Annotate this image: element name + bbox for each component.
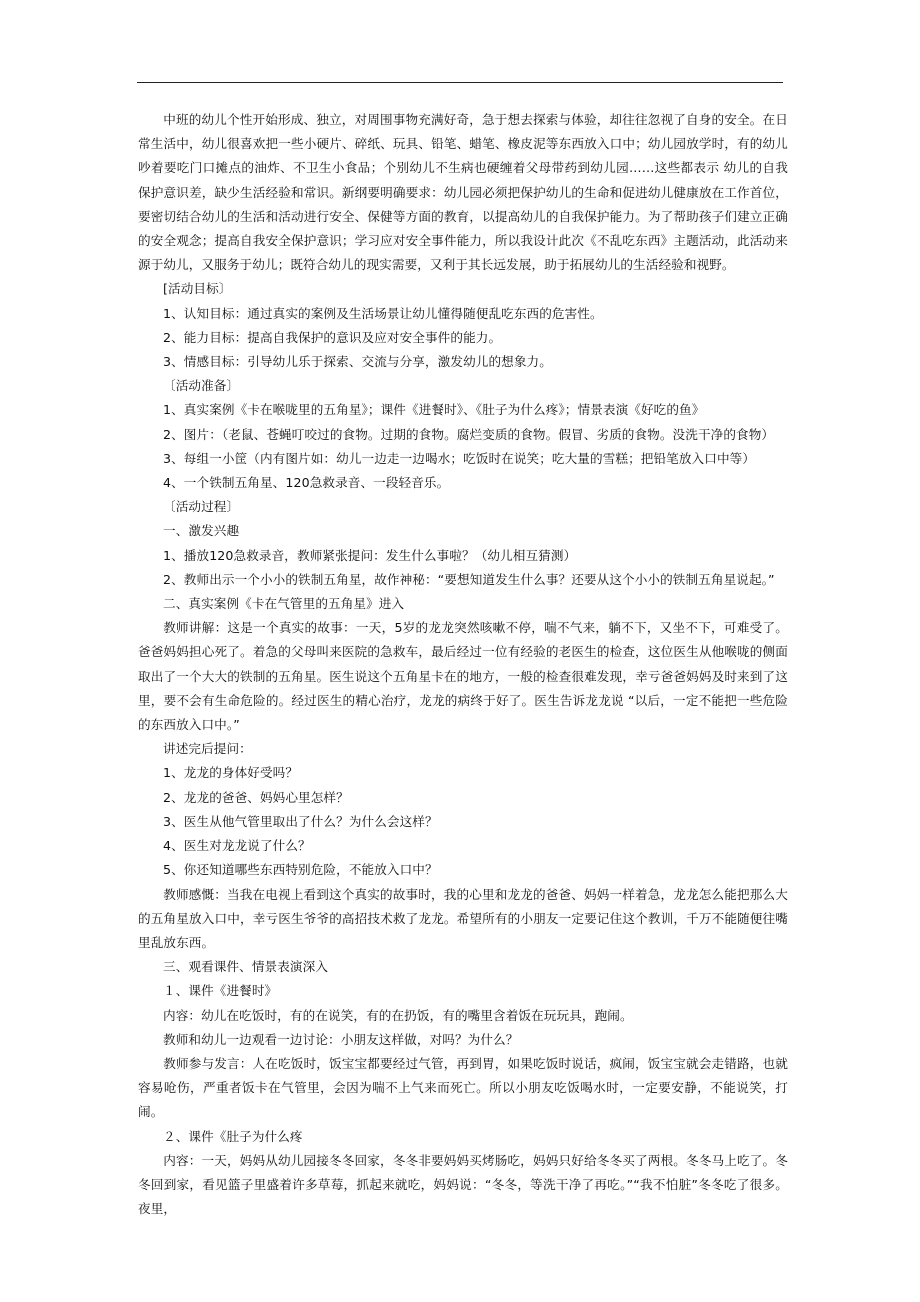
story-paragraph: 教师讲解：这是一个真实的故事：一天，5岁的龙龙突然咳嗽不停，喘不气来，躺不下，又坐不下，可难受了。爸爸妈妈担心死了。着急的父母叫来医院的急救车，最后经过一位有经验的老医生的检查，这位医生从他喉咙的侧面取出了一个大大的铁制的五角星。医生说这个五角星卡在的地方，一般的检查很难发现，幸亏爸爸妈妈及时来到了这里，要不会有生命危险的。经过医生的精心治疗，龙龙的病终于好了。医生告诉龙龙说 “以后，一定不能把一些危险的东西放入口中。” (138, 620, 788, 733)
list-item: 内容：幼儿在吃饭时，有的在说笑，有的在扔饭，有的嘴里含着饭在玩玩具，跑闹。 (163, 1007, 633, 1023)
list-item: 3、医生从他气管里取出了什么？为什么会这样？ (163, 813, 438, 829)
list-item: 1、播放120急救录音，教师紧张提问：发生什么事啦？（幼儿相互猜测） (163, 547, 577, 563)
list-item: 1、真实案例《卡在喉咙里的五角星》；课件《进餐时》、《肚子为什么疼》；情景表演《好吃的鱼》 (163, 402, 705, 418)
list-item: 1、认知目标：通过真实的案例及生活场景让幼儿懂得随便乱吃东西的危害性。 (163, 305, 603, 321)
teacher-reflection-paragraph: 教师感慨：当我在电视上看到这个真实的故事时，我的心里和龙龙的爸爸、妈妈一样着急，龙龙怎么能把那么大的五角星放入口中，幸亏医生爷爷的高招技术救了龙龙。希望所有的小朋友一定要记住这个教训，千万不能随便往嘴里乱放东西。 (138, 886, 788, 950)
list-item: 3、每组一小筐（内有图片如：幼儿一边走一边喝水；吃饭时在说笑；吃大量的雪糕；把铅笔放入口中等） (163, 450, 756, 466)
step-heading: 二、真实案例《卡在气管里的五角星》进入 (163, 596, 405, 612)
courseware-heading: １、课件《进餐时》 (163, 983, 278, 999)
list-item: 2、龙龙的爸爸、妈妈心里怎样？ (163, 789, 349, 805)
list-item: 2、图片：（老鼠、苍蝇叮咬过的食物。过期的食物。腐烂变质的食物。假冒、劣质的食物。没洗干净的食物） (163, 426, 775, 442)
list-item: 4、医生对龙龙说了什么？ (163, 838, 311, 854)
list-item: 4、一个铁制五角星、120急救录音、一段轻音乐。 (163, 475, 450, 491)
section-heading-goals: [活动目标〕 (163, 281, 232, 297)
section-heading-process: 〔活动过程〕 (163, 499, 240, 515)
list-item: 1、龙龙的身体好受吗？ (163, 765, 299, 781)
list-item: 教师和幼儿一边观看一边讨论：小朋友这样做，对吗？为什么？ (163, 1031, 519, 1047)
list-item: 2、能力目标：提高自我保护的意识及应对安全事件的能力。 (163, 329, 502, 345)
list-item: 3、情感目标：引导幼儿乐于探索、交流与分享，激发幼儿的想象力。 (163, 354, 552, 370)
courseware-heading: ２、课件《肚子为什么疼 (163, 1128, 303, 1144)
question-heading: 讲述完后提问： (163, 741, 252, 757)
teacher-speech-paragraph: 教师参与发言：人在吃饭时，饭宝宝都要经过气管，再到胃，如果吃饭时说话，疯闹，饭宝宝就会走错路，也就容易呛伤，严重者饭卡在气管里，会因为喘不上气来而死亡。所以小朋友吃饭喝水时，一定要安静，不能说笑，打闹。 (138, 1055, 788, 1120)
document-body (138, 108, 788, 1221)
section-heading-preparation: 〔活动准备〕 (163, 378, 240, 394)
intro-paragraph: 中班的幼儿个性开始形成、独立，对周围事物充满好奇，急于想去探索与体验，却往往忽视了自身的安全。在日常生活中，幼儿很喜欢把一些小硬片、碎纸、玩具、铅笔、蜡笔、橡皮泥等东西放入口中；幼儿园放学时，有的幼儿吵着要吃门口摊点的油炸、不卫生小食品；个别幼儿不生病也硬缠着父母带药到幼儿园……这些都表示 幼儿的自我保护意识差，缺少生活经验和常识。新纲要明确要求：幼儿园必须把保护幼儿的生命和促进幼儿健康放在工作首位，要密切结合幼儿的生活和活动进行安全、保健等方面的教育，以提高幼儿的自我保护能力。为了帮助孩子们建立正确的安全观念；提高自我安全保护意识；学习应对安全事件能力，所以我设计此次《不乱吃东西》主题活动，此活动来源于幼儿，又服务于幼儿；既符合幼儿的现实需要，又利于其长远发展，助于拓展幼儿的生活经验和视野。 (138, 112, 788, 273)
courseware-content-paragraph: 内容：一天，妈妈从幼儿园接冬冬回家，冬冬非要妈妈买烤肠吃，妈妈只好给冬冬买了两根。冬冬马上吃了。冬冬回到家，看见篮子里盛着许多草莓，抓起来就吃，妈妈说：“冬冬，等洗干净了再吃。”“我不怕脏”冬冬吃了很多。夜里， (138, 1152, 788, 1217)
list-item: 5、你还知道哪些东西特别危险，不能放入口中？ (163, 862, 438, 878)
header-rule (137, 82, 783, 83)
step-heading: 三、观看课件、情景表演深入 (163, 959, 329, 975)
step-heading: 一、激发兴趣 (163, 523, 240, 539)
list-item: 2、教师出示一个小小的铁制五角星，故作神秘：“要想知道发生什么事？还要从这个小小的铁制五角星说起。” (163, 571, 775, 587)
